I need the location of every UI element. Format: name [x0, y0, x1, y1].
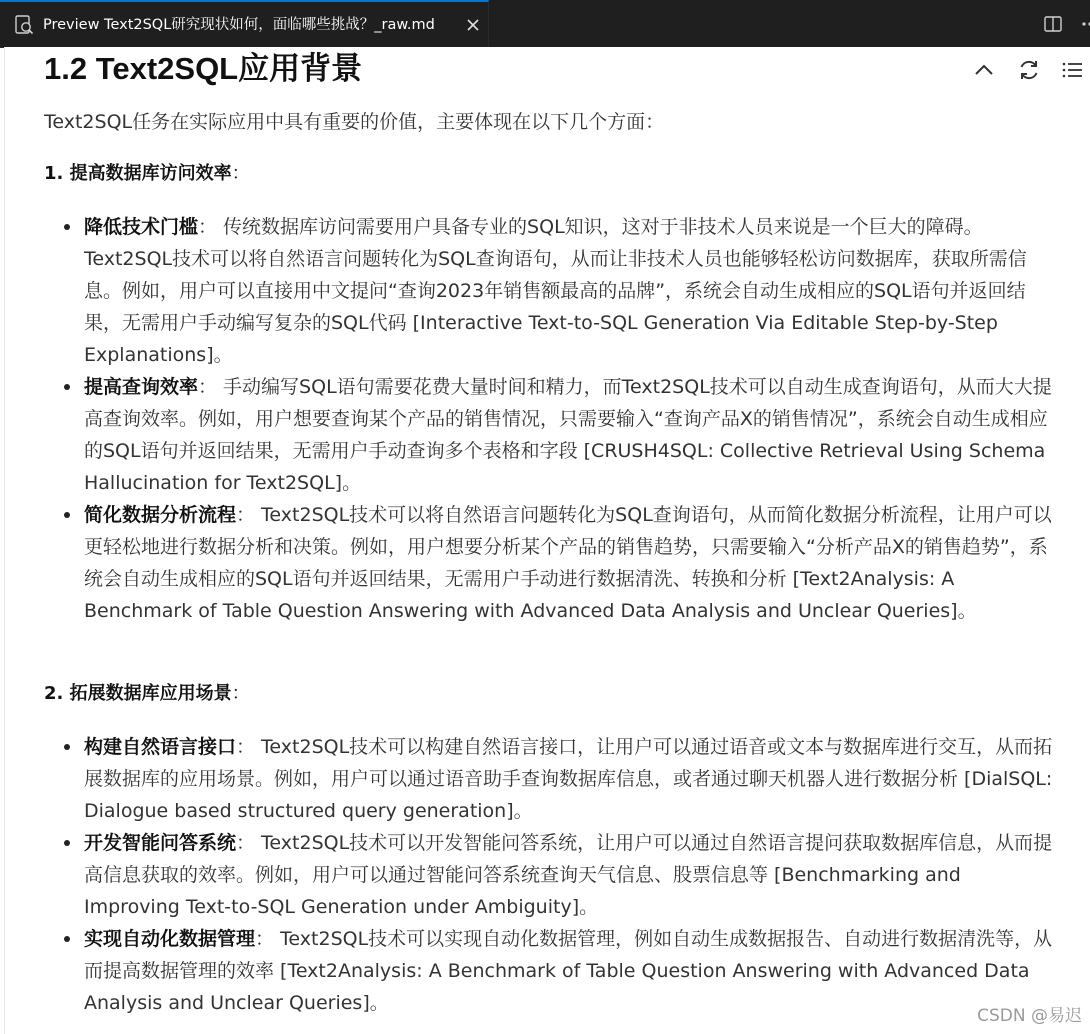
list-item [84, 371, 1054, 499]
item-term: 简化数据分析流程 [84, 504, 237, 526]
item-text: ： Text2SQL技术可以构建自然语言接口，让用户可以通过语音或文本与数据库进行交互，从而拓展数据库的应用场景。例如，用户可以通过语音助手查询数据库信息，或者通过聊天机器人进行数据分析 [DialSQL: Dialogue based structured query generation]。 [84, 736, 1053, 822]
list-item [84, 211, 1054, 371]
markdown-preview [4, 47, 1090, 1034]
list-item [84, 827, 1054, 923]
item-term: 构建自然语言接口 [84, 736, 237, 758]
list-item [84, 923, 1054, 1019]
section-heading-label: 2. 拓展数据库应用场景 [44, 683, 232, 704]
list-item [84, 499, 1054, 627]
outline-list-icon[interactable] [1060, 57, 1086, 83]
watermark: CSDN @易迟 [977, 1006, 1082, 1026]
section-heading-1 [44, 161, 250, 187]
item-term: 降低技术门槛 [84, 216, 199, 238]
more-actions-icon[interactable] [1074, 14, 1090, 34]
item-term: 提高查询效率 [84, 376, 199, 398]
split-editor-icon[interactable] [1043, 14, 1063, 34]
item-text: ： Text2SQL技术可以将自然语言问题转化为SQL查询语句，从而简化数据分析流程，让用户可以更轻松地进行数据分析和决策。例如，用户想要分析某个产品的销售趋势，只需要输入“分析产品X的销售趋势”，系统会自动生成相应的SQL语句并返回结果，无需用户手动进行数据清洗、转换和分析 [Text2Analysis: A Benchmark of Table Question Answering with Advanced Data Analysis and Unclear Queries]。 [84, 504, 1052, 622]
list-item [84, 731, 1054, 827]
item-term: 开发智能问答系统 [84, 832, 237, 854]
item-text: ： 手动编写SQL语句需要花费大量时间和精力，而Text2SQL技术可以自动生成查询语句，从而大大提高查询效率。例如，用户想要查询某个产品的销售情况，只需要输入“查询产品X的销售情况”，系统会自动生成相应的SQL语句并返回结果，无需用户手动查询多个表格和字段 [CRUSH4SQL: Collective Retrieval Using Schema Hallucination for Text2SQL]。 [84, 376, 1052, 494]
section-list-1 [44, 211, 1054, 627]
page-title: 1.2 Text2SQL应用背景 [44, 51, 363, 86]
tab-bar [0, 0, 1090, 48]
item-term: 实现自动化数据管理 [84, 928, 256, 950]
section-list-2 [44, 731, 1054, 1019]
tab-title: Preview Text2SQL研究现状如何，面临哪些挑战？_raw.md [43, 17, 435, 33]
item-text: ： Text2SQL技术可以实现自动化数据管理，例如自动生成数据报告、自动进行数据清洗等，从而提高数据管理的效率 [Text2Analysis: A Benchmark of Table Question Answering with Advanced Data Analysis and Unclear Queries]。 [84, 928, 1053, 1014]
section-heading-suffix: ： [231, 683, 250, 704]
refresh-icon[interactable] [1016, 57, 1042, 83]
section-heading-2 [44, 681, 250, 707]
section-heading-label: 1. 提高数据库访问效率 [44, 163, 232, 184]
markdown-preview-icon [14, 15, 34, 35]
item-text: ： Text2SQL技术可以开发智能问答系统，让用户可以通过自然语言提问获取数据库信息，从而提高信息获取的效率。例如，用户可以通过智能问答系统查询天气信息、股票信息等 [Benchmarking and Improving Text-to-SQL Generation under Ambiguity]。 [84, 832, 1053, 918]
chevron-up-icon[interactable] [971, 57, 997, 83]
tab-preview[interactable] [0, 0, 489, 47]
intro-paragraph: Text2SQL任务在实际应用中具有重要的价值，主要体现在以下几个方面： [44, 111, 665, 133]
item-text: ： 传统数据库访问需要用户具备专业的SQL知识，这对于非技术人员来说是一个巨大的障碍。Text2SQL技术可以将自然语言问题转化为SQL查询语句，从而让非技术人员也能够轻松访问数据库，获取所需信息。例如，用户可以直接用中文提问“查询2023年销售额最高的品牌”，系统会自动生成相应的SQL语句并返回结果，无需用户手动编写复杂的SQL代码 [Interactive Text-to-SQL Generation Via Editable Step-by-Step Explanations]。 [84, 216, 1027, 366]
close-icon[interactable] [463, 15, 483, 35]
section-heading-suffix: ： [231, 163, 250, 184]
